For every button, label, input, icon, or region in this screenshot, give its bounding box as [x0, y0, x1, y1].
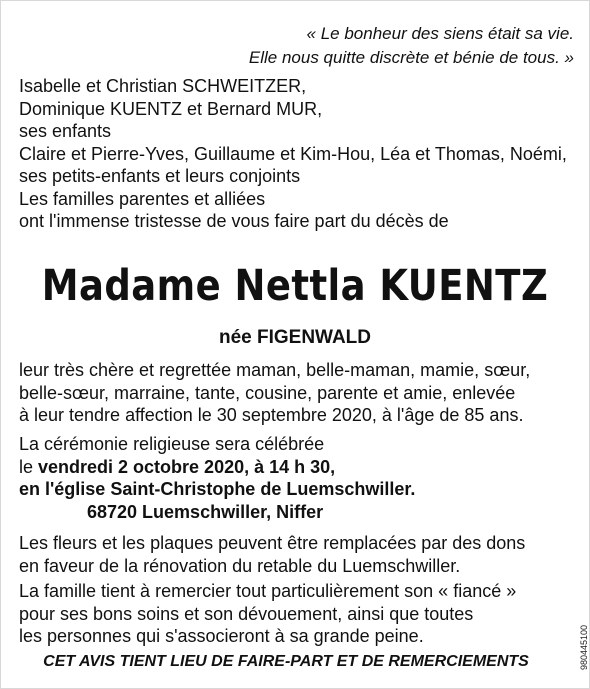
- bio-line: leur très chère et regrettée maman, belle-maman, mamie, sœur,: [19, 360, 531, 380]
- family-line: Dominique KUENTZ et Bernard MUR,: [19, 98, 323, 119]
- family-line: Les familles parentes et alliées: [19, 188, 266, 209]
- ceremony-date-line: [19, 456, 567, 479]
- epigraph-quote: [54, 22, 574, 70]
- maiden-name: née FIGENWALD: [218, 327, 371, 348]
- ceremony-address: 68720 Luemschwiller, Niffer: [87, 501, 324, 522]
- ceremony-intro: La cérémonie religieuse sera célébrée: [19, 434, 325, 454]
- flowers-line: en faveur de la rénovation du retable du Luemschwiller.: [19, 555, 461, 576]
- thanks-note: [19, 580, 567, 648]
- family-line: ont l'immense tristesse de vous faire part du décès de: [19, 211, 449, 231]
- bio-line: à leur tendre affection le 30 septembre 2020, à l'âge de 85 ans.: [19, 405, 524, 425]
- ceremony-date: vendredi 2 octobre 2020, à 14 h 30,: [38, 456, 336, 477]
- thanks-line: La famille tient à remercier tout particulièrement son « fiancé »: [19, 581, 517, 601]
- ceremony-date-prefix: le: [19, 456, 39, 477]
- quote-line: Elle nous quitte discrète et bénie de tous. »: [248, 48, 574, 67]
- family-line: Claire et Pierre-Yves, Guillaume et Kim-Hou, Léa et Thomas, Noémi,: [19, 143, 567, 164]
- reference-number: 980445100: [579, 624, 589, 670]
- flowers-note: [19, 532, 567, 577]
- thanks-line: pour ses bons soins et son dévouement, ainsi que toutes: [19, 603, 474, 624]
- family-line: ses enfants: [19, 121, 112, 141]
- ceremony-details: [19, 433, 567, 523]
- bio-line: belle-sœur, marraine, tante, cousine, parente et amie, enlevée: [19, 382, 516, 403]
- deceased-name: Madame Nettla KUENTZ: [41, 261, 549, 311]
- thanks-line: les personnes qui s'associeront à sa grande peine.: [19, 626, 424, 646]
- family-line: Isabelle et Christian SCHWEITZER,: [19, 76, 307, 96]
- biography: [19, 359, 567, 427]
- flowers-line: Les fleurs et les plaques peuvent être remplacées par des dons: [19, 533, 526, 553]
- family-list: [19, 75, 567, 233]
- footer-notice: CET AVIS TIENT LIEU DE FAIRE-PART ET DE REMERCIEMENTS: [43, 653, 529, 670]
- ceremony-church: en l'église Saint-Christophe de Luemschwiller.: [19, 479, 416, 499]
- quote-line: « Le bonheur des siens était sa vie.: [306, 24, 574, 43]
- family-line: ses petits-enfants et leurs conjoints: [19, 166, 301, 186]
